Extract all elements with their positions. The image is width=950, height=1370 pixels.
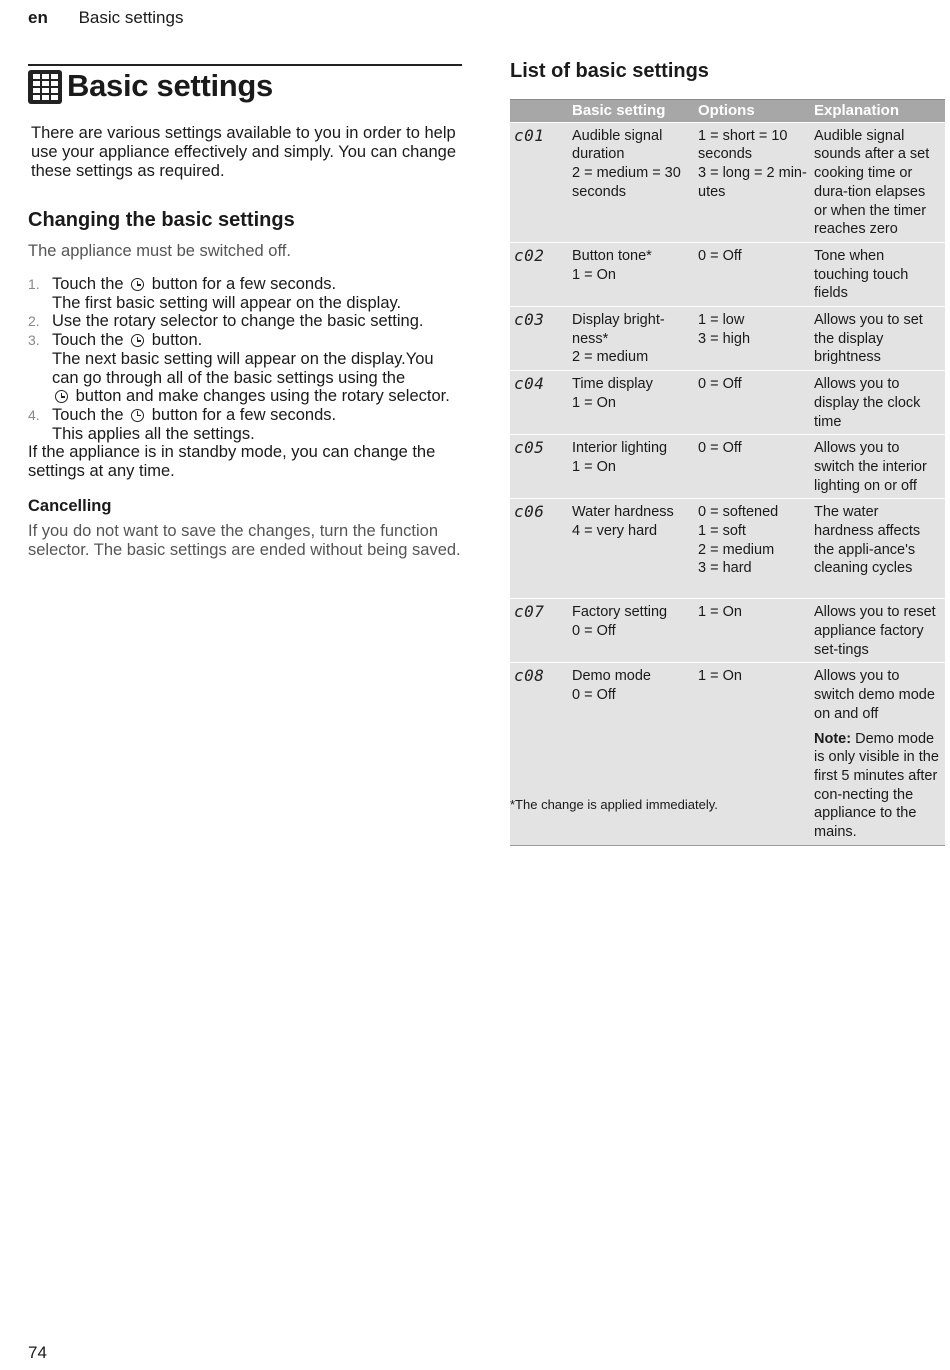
- option-value: 1 = low: [698, 312, 745, 329]
- right-column: [510, 60, 945, 846]
- default-option: 0 = Off: [572, 687, 616, 704]
- table-row: [510, 242, 945, 306]
- settings-table: [510, 99, 945, 846]
- option-value: 0 = Off: [698, 376, 742, 393]
- page-number: 74: [28, 1343, 47, 1362]
- setting-code: c01: [514, 125, 545, 145]
- clock-icon: [55, 390, 68, 403]
- option-value: 0 = Off: [698, 440, 742, 457]
- setting-code: c07: [514, 602, 545, 622]
- explanation: Allows you to set the display brightness: [814, 312, 923, 366]
- option-value: 1 = short = 10 seconds: [698, 127, 788, 163]
- clock-icon: [131, 334, 144, 347]
- option-value: 3 = long = 2 min-utes: [698, 165, 807, 200]
- setting-code: c06: [514, 502, 545, 522]
- setting-name: Water hardness: [572, 504, 674, 521]
- setting-name: Audible signal duration: [572, 127, 663, 163]
- step-3: 3. Touch the button. The next basic setting will appear on the display.You can go through all of the basic settings using the button and make changes using the rotary selector.: [28, 331, 450, 406]
- title-row: [28, 64, 462, 104]
- setting-code: c04: [514, 374, 545, 394]
- table-row: [510, 435, 945, 499]
- default-option: 1 = On: [572, 266, 616, 283]
- intro-paragraph: There are various settings available to you in order to help use your appliance effectively and simply. You can change these settings as required.: [31, 124, 457, 180]
- table-row: [510, 371, 945, 435]
- note-text: Demo mode is only visible in the first 5 minutes after con-necting the appliance to the mains.: [814, 730, 939, 841]
- page-title: Basic settings: [67, 68, 273, 103]
- setting-name: Time display: [572, 376, 653, 393]
- demo-note: [814, 730, 941, 842]
- header-section: Basic settings: [78, 8, 184, 27]
- explanation: Allows you to switch the interior lighting on or off: [814, 440, 927, 494]
- explanation: Audible signal sounds after a set cooking time or dura-tion elapses or when the timer reaches zero: [814, 127, 930, 238]
- option-value: 1 = soft: [698, 523, 746, 540]
- setting-code: c08: [514, 666, 545, 686]
- setting-code: c05: [514, 438, 545, 458]
- left-column: [28, 64, 462, 560]
- table-header-row: [510, 100, 945, 123]
- table-row: [510, 599, 945, 663]
- setting-name: Interior lighting: [572, 440, 668, 457]
- step-2: 2. Use the rotary selector to change the basic setting.: [28, 312, 424, 331]
- language-code: en: [28, 8, 48, 27]
- page-header: [28, 8, 183, 28]
- setting-name: Button tone*: [572, 247, 652, 264]
- setting-code: c03: [514, 310, 545, 330]
- default-option: 1 = On: [572, 394, 616, 411]
- setting-name: Display bright-ness*: [572, 312, 665, 347]
- column-header: Options: [698, 102, 755, 119]
- default-option: 2 = medium = 30 seconds: [572, 165, 681, 200]
- footnote: *The change is applied immediately.: [510, 797, 718, 812]
- note-label: Note:: [814, 730, 852, 747]
- explanation: Tone when touching touch fields: [814, 247, 909, 302]
- steps-list: [28, 275, 462, 443]
- explanation: Allows you to switch demo mode on and off: [814, 668, 935, 722]
- list-heading: List of basic settings: [510, 60, 709, 82]
- setting-name: Demo mode: [572, 668, 651, 685]
- default-option: 1 = On: [572, 458, 616, 475]
- table-row: [510, 307, 945, 371]
- switched-off-note: The appliance must be switched off.: [28, 242, 291, 260]
- option-value: 2 = medium: [698, 541, 775, 558]
- explanation: The water hardness affects the appli-ance's cleaning cycles: [814, 504, 921, 577]
- option-value: 0 = Off: [698, 247, 742, 264]
- setting-code: c02: [514, 245, 545, 265]
- default-option: 2 = medium: [572, 349, 649, 366]
- option-value: 1 = On: [698, 604, 742, 621]
- setting-name: Factory setting: [572, 604, 668, 621]
- step-1: 1. Touch the button for a few seconds. The first basic setting will appear on the display.: [28, 275, 402, 312]
- step-4: 4. Touch the button for a few seconds. This applies all the settings.: [28, 405, 337, 443]
- column-header: Basic setting: [572, 102, 666, 119]
- column-header: Explanation: [814, 102, 900, 119]
- standby-note: If the appliance is in standby mode, you can change the settings at any time.: [28, 443, 436, 481]
- explanation: Allows you to display the clock time: [814, 376, 921, 430]
- option-value: 3 = high: [698, 330, 751, 347]
- option-value: 1 = On: [698, 668, 742, 685]
- clock-icon: [131, 409, 144, 422]
- table-row: [510, 663, 945, 845]
- cancelling-heading: Cancelling: [28, 497, 112, 516]
- basic-settings-icon: [28, 70, 62, 104]
- option-value: 0 = softened: [698, 504, 779, 521]
- explanation: Allows you to reset appliance factory set-tings: [814, 604, 936, 658]
- option-value: 3 = hard: [698, 560, 752, 577]
- clock-icon: [131, 278, 144, 291]
- default-option: 0 = Off: [572, 623, 616, 640]
- table-row: [510, 122, 945, 242]
- default-option: 4 = very hard: [572, 523, 658, 540]
- cancelling-text: If you do not want to save the changes, turn the function selector. The basic settings are ended without being saved.: [28, 522, 461, 560]
- changing-heading: Changing the basic settings: [28, 209, 295, 231]
- table-row: [510, 499, 945, 599]
